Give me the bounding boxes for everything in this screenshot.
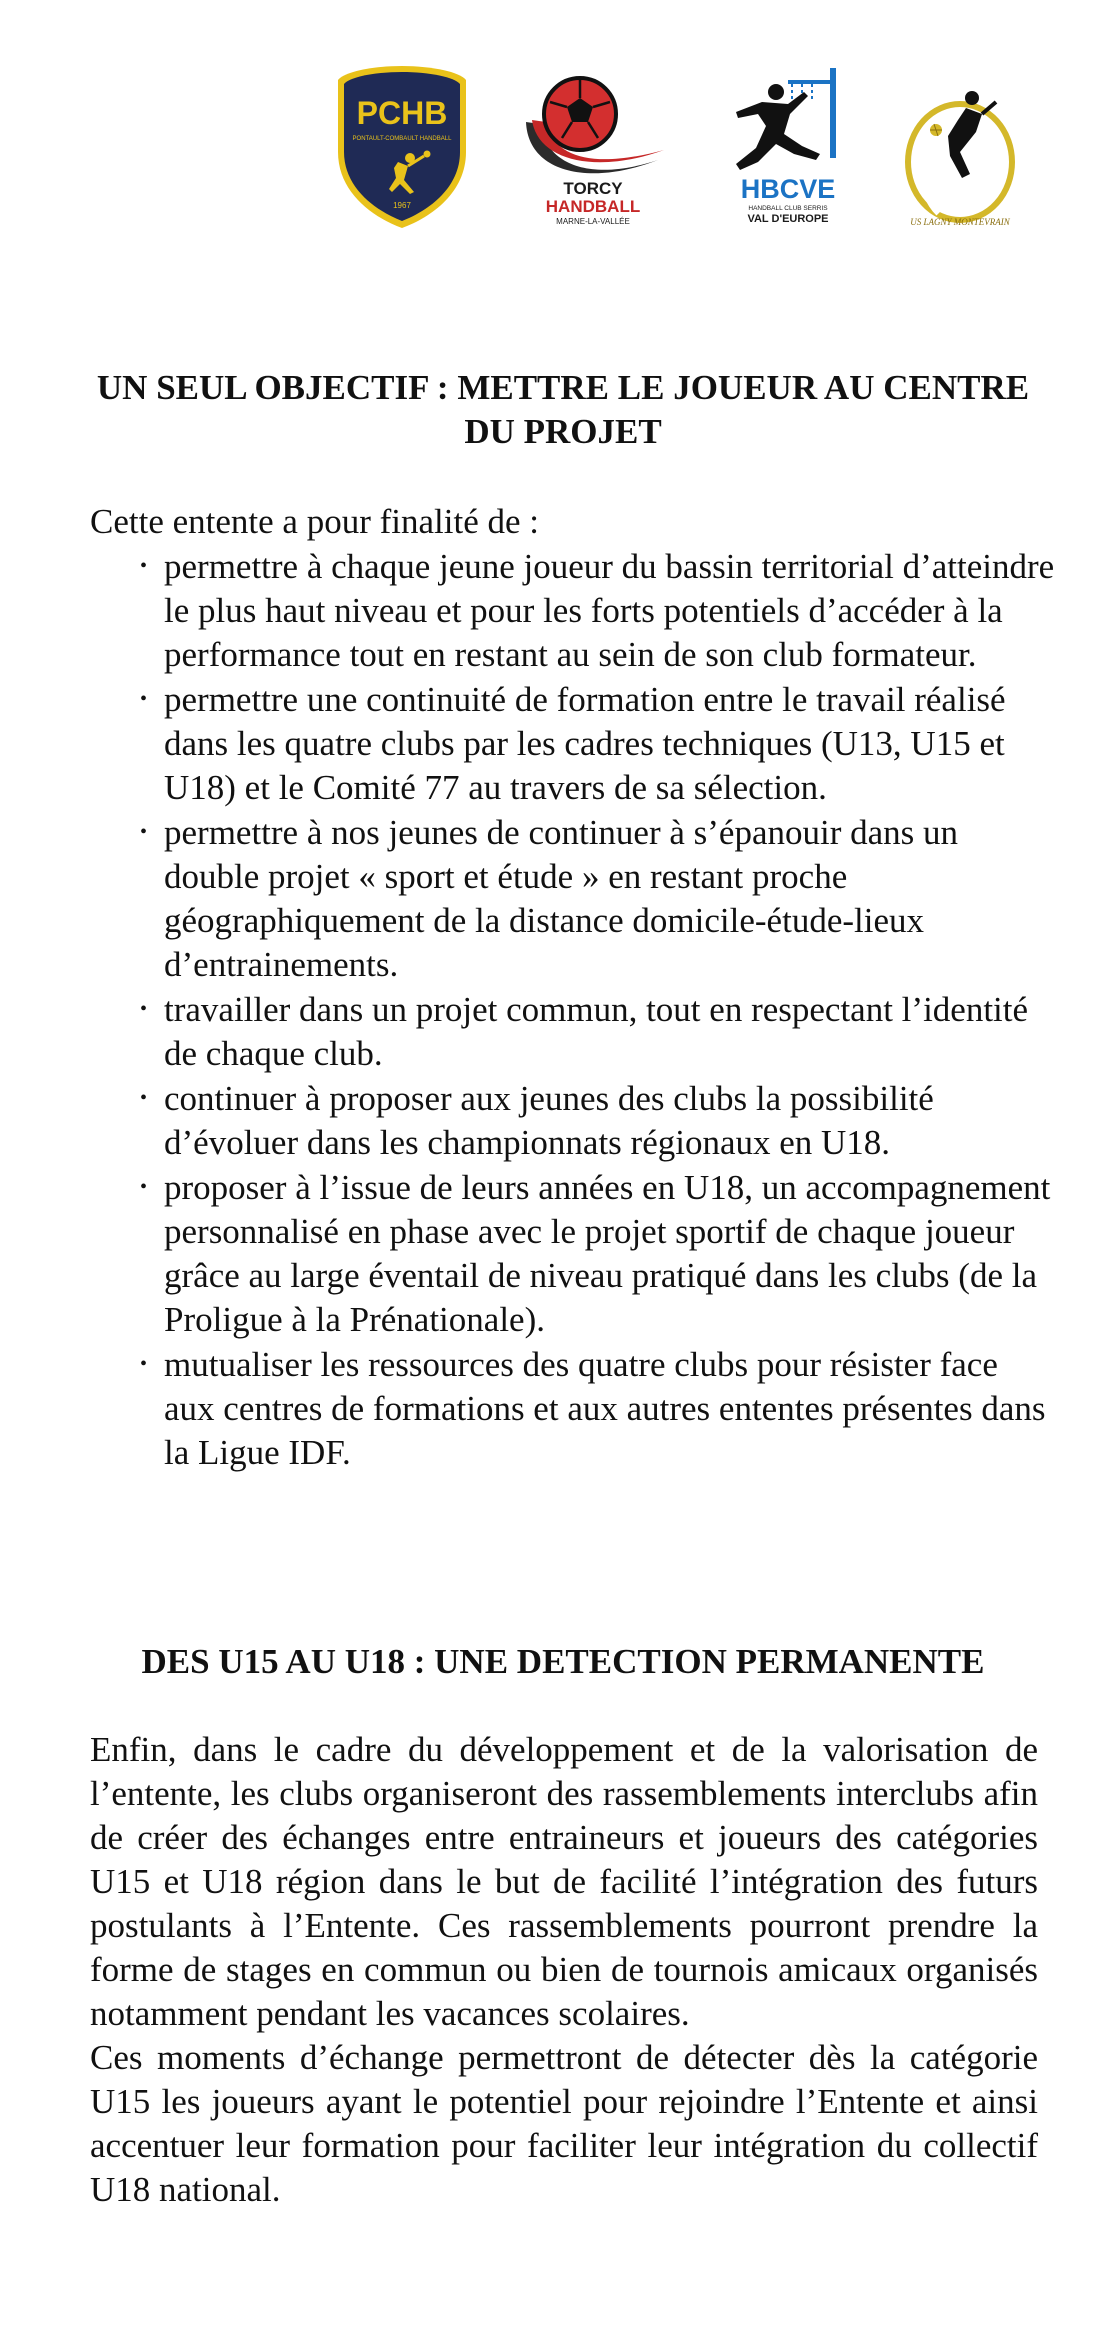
svg-text:1967: 1967: [393, 201, 411, 210]
list-item-text: travailler dans un projet commun, tout en respectant l’identité de chaque club.: [164, 990, 1029, 1073]
svg-text:HBCVE: HBCVE: [740, 174, 836, 204]
svg-text:VAL D'EUROPE: VAL D'EUROPE: [747, 213, 829, 225]
list-item: [126, 810, 1056, 987]
svg-text:MARNE-LA-VALLÉE: MARNE-LA-VALLÉE: [556, 217, 630, 226]
paragraph: Ces moments d’échange permettront de détecter dès la catégorie U15 les joueurs ayant le potentiel pour rejoindre l’Entente et ainsi accentuer leur formation pour faciliter leur intégration du collectif U18 national.: [90, 2038, 1038, 2209]
bullet-icon: •: [140, 1087, 148, 1109]
section-title-detection: DES U15 AU U18 : UNE DETECTION PERMANENTE: [141, 1642, 985, 1681]
svg-text:PONTAULT-COMBAULT HANDBALL: PONTAULT-COMBAULT HANDBALL: [352, 136, 452, 142]
list-item-text: permettre à chaque jeune joueur du bassin territorial d’atteindre le plus haut niveau et pour les forts potentiels d’accéder à la performance tout en restant au sein de son club formateur.: [164, 547, 1055, 674]
list-item: [126, 544, 1056, 677]
us-lagny-montevrain-logo: [900, 62, 1030, 232]
list-item-text: permettre à nos jeunes de continuer à s’épanouir dans un double projet « sport et étude » en restant proche géographiquement de la distance domicile-étude-lieux d’entrainements.: [164, 813, 959, 984]
svg-text:TORCY: TORCY: [563, 179, 623, 198]
list-item-text: mutualiser les ressources des quatre clubs pour résister face aux centres de formations et aux autres ententes présentes dans la Ligue IDF.: [164, 1345, 1046, 1472]
intro-text: Cette entente a pour finalité de :: [90, 502, 539, 541]
bullet-icon: •: [140, 821, 148, 843]
list-item: [126, 677, 1056, 810]
paragraph: Enfin, dans le cadre du développement et de la valorisation de l’entente, les clubs organiseront des rassemblements interclubs afin de créer des échanges entre entraineurs et joueurs des catégories U15 et U18 région dans le but de facilité l’intégration des futurs postulants à l’Entente. Ces rassemblements pourront prendre la forme de stages en commun ou bien de tournois amicaux organisés notamment pendant les vacances scolaires.: [90, 1730, 1038, 2033]
list-item: [126, 1165, 1056, 1342]
hbcve-logo: [718, 62, 858, 232]
bullet-icon: •: [140, 555, 148, 577]
list-item-text: continuer à proposer aux jeunes des clubs la possibilité d’évoluer dans les championnats régionaux en U18.: [164, 1079, 934, 1162]
svg-text:HANDBALL: HANDBALL: [545, 197, 641, 216]
section-title-objectif: UN SEUL OBJECTIF : METTRE LE JOUEUR AU CENTRE DU PROJET: [96, 368, 1030, 451]
detection-text: [90, 1728, 1038, 2212]
bullet-icon: •: [140, 1353, 148, 1375]
bullet-icon: •: [140, 998, 148, 1020]
list-item-text: permettre une continuité de formation entre le travail réalisé dans les quatre clubs par les cadres techniques (U13, U15 et U18) et le Comité 77 au travers de sa sélection.: [164, 680, 1006, 807]
bullet-icon: •: [140, 1176, 148, 1198]
club-logos: [320, 62, 1040, 232]
torcy-handball-logo: [518, 62, 668, 232]
svg-text:PCHB: PCHB: [356, 95, 448, 131]
svg-text:US LAGNY MONTEVRAIN: US LAGNY MONTEVRAIN: [910, 217, 1010, 227]
list-item: [126, 1076, 1056, 1165]
svg-text:HANDBALL CLUB SERRIS: HANDBALL CLUB SERRIS: [748, 205, 828, 212]
objectives-list: [126, 544, 1056, 1475]
list-item: [126, 987, 1056, 1076]
pchb-logo: [332, 62, 472, 232]
list-item-text: proposer à l’issue de leurs années en U18, un accompagnement personnalisé en phase avec le projet sportif de chaque joueur grâce au large éventail de niveau pratiqué dans les clubs (de la Proligue à la Prénationale).: [164, 1168, 1051, 1339]
list-item: [126, 1342, 1056, 1475]
bullet-icon: •: [140, 688, 148, 710]
